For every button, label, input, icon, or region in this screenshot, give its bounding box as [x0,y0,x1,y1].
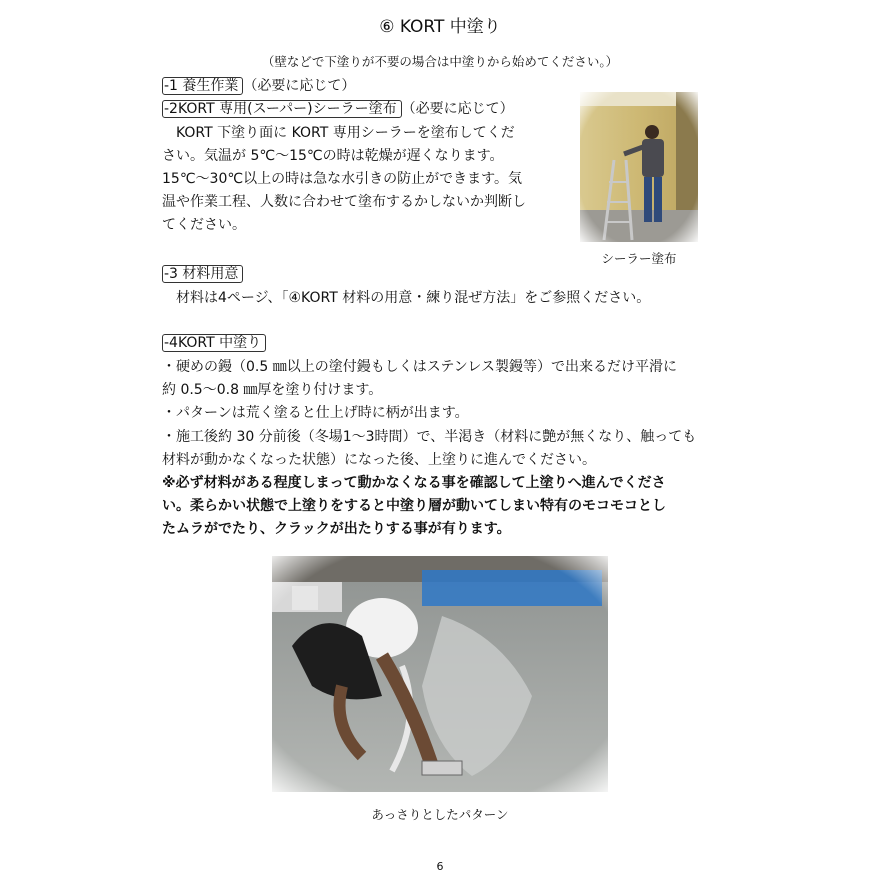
section-4-body-5: 材料が動かなくなった状態）になった後、上塗りに進んでください。 [162,452,596,468]
section-2-qualifier: （必要に応じて） [401,101,514,117]
section-4-warning-1: ※必ず材料がある程度しまって動かなくなる事を確認して上塗りへ進んでくださ [162,475,666,491]
section-3-body: 材料は4ページ、「④KORT 材料の用意・練り混ぜ方法」をご参照ください。 [162,290,651,306]
section-2 [162,99,514,119]
section-3-heading: -3 材料用意 [162,265,243,283]
sealer-photo-caption: シーラー塗布 [601,251,677,266]
section-4-warning-3: たムラがでたり、クラックが出たりする事が有ります。 [162,521,511,537]
section-2-body-3: 15℃～30℃以上の時は急な水引きの防止ができます。気 [162,171,522,187]
sealer-photo [580,92,698,242]
section-4-body-4: ・施工後約 30 分前後（冬場1～3時間）で、半渇き（材料に艶が無くなり、触っても [162,429,697,445]
troweling-photo [272,556,608,792]
section-1-heading: -1 養生作業 [162,77,243,95]
section-4-body-2: 約 0.5～0.8 ㎜厚を塗り付けます。 [162,382,383,398]
section-4-body-3: ・パターンは荒く塗ると仕上げ時に柄が出ます。 [162,405,469,421]
section-2-body-1: KORT 下塗り面に KORT 専用シーラーを塗布してくだ [162,125,515,141]
section-2-body-5: てください。 [162,217,246,233]
section-2-heading: -2KORT 専用(スーパー)シーラー塗布 [162,100,402,118]
section-4-warning-2: い。柔らかい状態で上塗りをすると中塗り層が動いてしまい特有のモコモコとし [162,498,666,514]
section-3 [162,264,243,284]
section-2-body-2: さい。気温が 5℃～15℃の時は乾燥が遅くなります。 [162,148,504,164]
section-4-body-1: ・硬めの鏝（0.5 ㎜以上の塗付鏝もしくはステンレス製鏝等）で出来るだけ平滑に [162,359,677,375]
page-number: 6 [436,860,444,873]
intro-note: （壁などで下塗りが不要の場合は中塗りから始めてください。） [261,54,619,69]
page-title: ⑥ KORT 中塗り [379,17,501,37]
troweling-photo-caption: あっさりとしたパターン [371,807,509,822]
section-1 [162,76,355,96]
section-4-heading: -4KORT 中塗り [162,334,266,352]
section-4 [162,333,266,353]
section-2-body-4: 温や作業工程、人数に合わせて塗布するかしないか判断し [162,194,526,210]
section-1-qualifier: （必要に応じて） [243,78,356,94]
